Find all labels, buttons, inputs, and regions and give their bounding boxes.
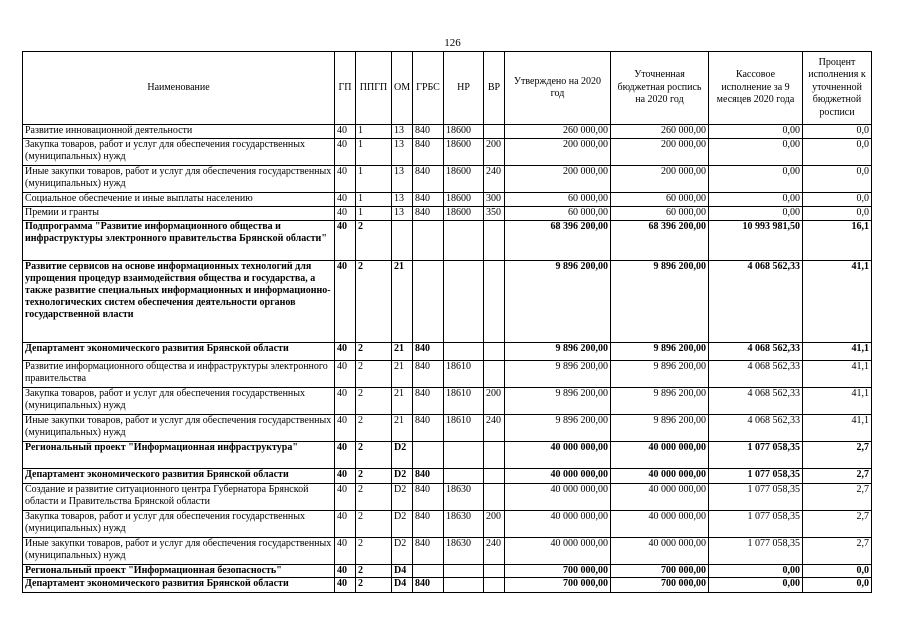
row-nr: 18610 bbox=[444, 361, 484, 388]
row-grbs: 840 bbox=[413, 538, 444, 565]
row-om bbox=[392, 221, 413, 261]
row-name: Премии и гранты bbox=[23, 207, 335, 221]
row-om: D2 bbox=[392, 484, 413, 511]
row-revised: 60 000,00 bbox=[611, 193, 709, 207]
row-name: Департамент экономического развития Брянской области bbox=[23, 343, 335, 361]
row-ppgp: 2 bbox=[356, 361, 392, 388]
row-nr bbox=[444, 221, 484, 261]
row-ppgp: 2 bbox=[356, 578, 392, 593]
row-approved: 68 396 200,00 bbox=[505, 221, 611, 261]
row-ppgp: 2 bbox=[356, 415, 392, 442]
header-percent: Процент исполнения к уточненной бюджетной росписи bbox=[803, 52, 872, 125]
row-om: D4 bbox=[392, 578, 413, 593]
row-vr: 240 bbox=[484, 166, 505, 193]
row-percent: 0,0 bbox=[803, 193, 872, 207]
header-om: ОМ bbox=[392, 52, 413, 125]
row-cash: 1 077 058,35 bbox=[709, 442, 803, 469]
row-nr: 18600 bbox=[444, 207, 484, 221]
row-vr bbox=[484, 578, 505, 593]
row-om: 21 bbox=[392, 415, 413, 442]
row-ppgp: 2 bbox=[356, 538, 392, 565]
row-om: 21 bbox=[392, 261, 413, 343]
row-approved: 200 000,00 bbox=[505, 166, 611, 193]
row-om: D2 bbox=[392, 442, 413, 469]
row-om: D2 bbox=[392, 469, 413, 484]
row-cash: 4 068 562,33 bbox=[709, 415, 803, 442]
table-row bbox=[23, 388, 872, 415]
row-percent: 0,0 bbox=[803, 166, 872, 193]
row-gp: 40 bbox=[335, 361, 356, 388]
row-revised: 40 000 000,00 bbox=[611, 469, 709, 484]
row-name: Подпрограмма "Развитие информационного общества и инфраструктуры электронного правительства Брянской области" bbox=[23, 221, 335, 261]
row-percent: 41,1 bbox=[803, 343, 872, 361]
row-cash: 1 077 058,35 bbox=[709, 511, 803, 538]
row-name: Закупка товаров, работ и услуг для обеспечения государственных (муниципальных) нужд bbox=[23, 511, 335, 538]
row-grbs: 840 bbox=[413, 125, 444, 139]
budget-execution-table bbox=[22, 51, 872, 593]
row-name: Региональный проект "Информационная инфраструктура" bbox=[23, 442, 335, 469]
row-percent: 41,1 bbox=[803, 415, 872, 442]
row-cash: 0,00 bbox=[709, 139, 803, 166]
row-approved: 9 896 200,00 bbox=[505, 415, 611, 442]
row-nr: 18600 bbox=[444, 166, 484, 193]
row-om: 21 bbox=[392, 388, 413, 415]
row-ppgp: 1 bbox=[356, 193, 392, 207]
row-grbs bbox=[413, 442, 444, 469]
row-grbs: 840 bbox=[413, 511, 444, 538]
row-approved: 200 000,00 bbox=[505, 139, 611, 166]
row-grbs: 840 bbox=[413, 469, 444, 484]
row-nr: 18600 bbox=[444, 139, 484, 166]
row-percent: 2,7 bbox=[803, 469, 872, 484]
table-row bbox=[23, 261, 872, 343]
row-ppgp: 2 bbox=[356, 565, 392, 578]
row-cash: 1 077 058,35 bbox=[709, 538, 803, 565]
header-nr: НР bbox=[444, 52, 484, 125]
row-cash: 0,00 bbox=[709, 166, 803, 193]
row-nr: 18600 bbox=[444, 125, 484, 139]
header-gp: ГП bbox=[335, 52, 356, 125]
row-percent: 0,0 bbox=[803, 565, 872, 578]
row-gp: 40 bbox=[335, 261, 356, 343]
row-grbs: 840 bbox=[413, 361, 444, 388]
row-nr: 18630 bbox=[444, 484, 484, 511]
table-row bbox=[23, 361, 872, 388]
row-vr bbox=[484, 484, 505, 511]
row-percent: 2,7 bbox=[803, 484, 872, 511]
row-revised: 40 000 000,00 bbox=[611, 442, 709, 469]
row-name: Создание и развитие ситуационного центра Губернатора Брянской области и Правительства Брянской области bbox=[23, 484, 335, 511]
row-ppgp: 1 bbox=[356, 166, 392, 193]
row-name: Иные закупки товаров, работ и услуг для обеспечения государственных (муниципальных) нужд bbox=[23, 166, 335, 193]
row-approved: 40 000 000,00 bbox=[505, 538, 611, 565]
row-cash: 4 068 562,33 bbox=[709, 343, 803, 361]
row-nr: 18610 bbox=[444, 415, 484, 442]
row-approved: 260 000,00 bbox=[505, 125, 611, 139]
row-percent: 41,1 bbox=[803, 361, 872, 388]
row-vr bbox=[484, 361, 505, 388]
header-approved: Утверждено на 2020 год bbox=[505, 52, 611, 125]
row-nr bbox=[444, 565, 484, 578]
row-gp: 40 bbox=[335, 565, 356, 578]
row-cash: 1 077 058,35 bbox=[709, 469, 803, 484]
row-ppgp: 1 bbox=[356, 207, 392, 221]
row-vr: 300 bbox=[484, 193, 505, 207]
row-gp: 40 bbox=[335, 442, 356, 469]
row-cash: 10 993 981,50 bbox=[709, 221, 803, 261]
row-grbs: 840 bbox=[413, 388, 444, 415]
row-grbs: 840 bbox=[413, 193, 444, 207]
row-nr: 18610 bbox=[444, 388, 484, 415]
row-revised: 700 000,00 bbox=[611, 565, 709, 578]
row-om: 13 bbox=[392, 193, 413, 207]
row-cash: 4 068 562,33 bbox=[709, 361, 803, 388]
row-revised: 200 000,00 bbox=[611, 166, 709, 193]
row-om: 13 bbox=[392, 139, 413, 166]
row-om: 13 bbox=[392, 125, 413, 139]
row-nr: 18600 bbox=[444, 193, 484, 207]
row-name: Иные закупки товаров, работ и услуг для обеспечения государственных (муниципальных) нужд bbox=[23, 415, 335, 442]
row-gp: 40 bbox=[335, 343, 356, 361]
row-grbs bbox=[413, 261, 444, 343]
row-vr bbox=[484, 221, 505, 261]
row-gp: 40 bbox=[335, 221, 356, 261]
row-approved: 60 000,00 bbox=[505, 193, 611, 207]
row-om: D2 bbox=[392, 511, 413, 538]
row-vr bbox=[484, 261, 505, 343]
row-om: D2 bbox=[392, 538, 413, 565]
header-revised: Уточненная бюджетная роспись на 2020 год bbox=[611, 52, 709, 125]
row-gp: 40 bbox=[335, 538, 356, 565]
row-approved: 9 896 200,00 bbox=[505, 261, 611, 343]
table-row bbox=[23, 469, 872, 484]
table-row bbox=[23, 207, 872, 221]
row-nr bbox=[444, 469, 484, 484]
row-ppgp: 2 bbox=[356, 388, 392, 415]
row-name: Иные закупки товаров, работ и услуг для обеспечения государственных (муниципальных) нужд bbox=[23, 538, 335, 565]
row-cash: 0,00 bbox=[709, 565, 803, 578]
table-row bbox=[23, 565, 872, 578]
row-revised: 9 896 200,00 bbox=[611, 361, 709, 388]
row-vr bbox=[484, 565, 505, 578]
row-om: 13 bbox=[392, 166, 413, 193]
row-name: Региональный проект "Информационная безопасность" bbox=[23, 565, 335, 578]
row-vr bbox=[484, 442, 505, 469]
header-name: Наименование bbox=[23, 52, 335, 125]
row-vr: 200 bbox=[484, 139, 505, 166]
row-name: Развитие инновационной деятельности bbox=[23, 125, 335, 139]
row-ppgp: 2 bbox=[356, 484, 392, 511]
row-name: Департамент экономического развития Брянской области bbox=[23, 469, 335, 484]
row-percent: 2,7 bbox=[803, 511, 872, 538]
row-vr bbox=[484, 125, 505, 139]
table-row bbox=[23, 221, 872, 261]
row-vr: 350 bbox=[484, 207, 505, 221]
row-name: Социальное обеспечение и иные выплаты населению bbox=[23, 193, 335, 207]
row-om: 21 bbox=[392, 361, 413, 388]
row-om: D4 bbox=[392, 565, 413, 578]
table-row bbox=[23, 343, 872, 361]
table-body bbox=[23, 125, 872, 593]
row-approved: 700 000,00 bbox=[505, 565, 611, 578]
row-gp: 40 bbox=[335, 166, 356, 193]
row-vr: 200 bbox=[484, 388, 505, 415]
row-vr: 240 bbox=[484, 538, 505, 565]
row-ppgp: 2 bbox=[356, 469, 392, 484]
row-revised: 9 896 200,00 bbox=[611, 261, 709, 343]
row-approved: 40 000 000,00 bbox=[505, 469, 611, 484]
row-gp: 40 bbox=[335, 484, 356, 511]
row-percent: 0,0 bbox=[803, 578, 872, 593]
row-name: Закупка товаров, работ и услуг для обеспечения государственных (муниципальных) нужд bbox=[23, 388, 335, 415]
row-nr: 18630 bbox=[444, 511, 484, 538]
row-percent: 2,7 bbox=[803, 442, 872, 469]
row-vr bbox=[484, 343, 505, 361]
row-cash: 0,00 bbox=[709, 578, 803, 593]
row-gp: 40 bbox=[335, 193, 356, 207]
row-gp: 40 bbox=[335, 207, 356, 221]
row-grbs: 840 bbox=[413, 207, 444, 221]
row-gp: 40 bbox=[335, 125, 356, 139]
row-grbs: 840 bbox=[413, 343, 444, 361]
row-nr bbox=[444, 343, 484, 361]
row-revised: 40 000 000,00 bbox=[611, 538, 709, 565]
row-percent: 0,0 bbox=[803, 139, 872, 166]
row-revised: 260 000,00 bbox=[611, 125, 709, 139]
row-name: Закупка товаров, работ и услуг для обеспечения государственных (муниципальных) нужд bbox=[23, 139, 335, 166]
row-revised: 9 896 200,00 bbox=[611, 388, 709, 415]
row-nr bbox=[444, 442, 484, 469]
row-revised: 40 000 000,00 bbox=[611, 511, 709, 538]
row-grbs: 840 bbox=[413, 415, 444, 442]
row-grbs: 840 bbox=[413, 139, 444, 166]
row-percent: 0,0 bbox=[803, 207, 872, 221]
row-ppgp: 2 bbox=[356, 442, 392, 469]
row-cash: 0,00 bbox=[709, 207, 803, 221]
row-percent: 2,7 bbox=[803, 538, 872, 565]
table-row bbox=[23, 125, 872, 139]
row-ppgp: 2 bbox=[356, 343, 392, 361]
row-vr: 200 bbox=[484, 511, 505, 538]
row-gp: 40 bbox=[335, 578, 356, 593]
row-approved: 9 896 200,00 bbox=[505, 343, 611, 361]
row-percent: 41,1 bbox=[803, 388, 872, 415]
table-header-row bbox=[23, 52, 872, 125]
row-revised: 9 896 200,00 bbox=[611, 343, 709, 361]
row-cash: 1 077 058,35 bbox=[709, 484, 803, 511]
row-gp: 40 bbox=[335, 415, 356, 442]
row-grbs: 840 bbox=[413, 578, 444, 593]
row-percent: 41,1 bbox=[803, 261, 872, 343]
row-revised: 68 396 200,00 bbox=[611, 221, 709, 261]
row-gp: 40 bbox=[335, 388, 356, 415]
row-ppgp: 2 bbox=[356, 511, 392, 538]
row-approved: 700 000,00 bbox=[505, 578, 611, 593]
row-om: 21 bbox=[392, 343, 413, 361]
row-approved: 40 000 000,00 bbox=[505, 484, 611, 511]
row-ppgp: 1 bbox=[356, 125, 392, 139]
row-percent: 0,0 bbox=[803, 125, 872, 139]
row-name: Развитие информационного общества и инфраструктуры электронного правительства bbox=[23, 361, 335, 388]
row-cash: 4 068 562,33 bbox=[709, 261, 803, 343]
row-nr bbox=[444, 261, 484, 343]
table-row bbox=[23, 442, 872, 469]
row-vr: 240 bbox=[484, 415, 505, 442]
table-row bbox=[23, 484, 872, 511]
row-grbs bbox=[413, 221, 444, 261]
table-row bbox=[23, 511, 872, 538]
row-percent: 16,1 bbox=[803, 221, 872, 261]
row-revised: 9 896 200,00 bbox=[611, 415, 709, 442]
row-approved: 9 896 200,00 bbox=[505, 361, 611, 388]
row-approved: 60 000,00 bbox=[505, 207, 611, 221]
row-nr: 18630 bbox=[444, 538, 484, 565]
header-grbs: ГРБС bbox=[413, 52, 444, 125]
row-gp: 40 bbox=[335, 511, 356, 538]
row-approved: 40 000 000,00 bbox=[505, 442, 611, 469]
row-gp: 40 bbox=[335, 139, 356, 166]
row-ppgp: 1 bbox=[356, 139, 392, 166]
row-grbs: 840 bbox=[413, 484, 444, 511]
row-grbs bbox=[413, 565, 444, 578]
row-cash: 0,00 bbox=[709, 125, 803, 139]
row-vr bbox=[484, 469, 505, 484]
table-row bbox=[23, 578, 872, 593]
table-row bbox=[23, 139, 872, 166]
row-name: Департамент экономического развития Брянской области bbox=[23, 578, 335, 593]
header-vr: ВР bbox=[484, 52, 505, 125]
header-cash: Кассовое исполнение за 9 месяцев 2020 года bbox=[709, 52, 803, 125]
row-ppgp: 2 bbox=[356, 261, 392, 343]
row-revised: 200 000,00 bbox=[611, 139, 709, 166]
row-revised: 60 000,00 bbox=[611, 207, 709, 221]
page-number: 126 bbox=[444, 37, 461, 49]
row-approved: 9 896 200,00 bbox=[505, 388, 611, 415]
table-row bbox=[23, 193, 872, 207]
row-gp: 40 bbox=[335, 469, 356, 484]
row-cash: 0,00 bbox=[709, 193, 803, 207]
row-revised: 40 000 000,00 bbox=[611, 484, 709, 511]
row-approved: 40 000 000,00 bbox=[505, 511, 611, 538]
row-name: Развитие сервисов на основе информационных технологий для упрощения процедур взаимодействия общества и государства, а также развитие специальных информационных и информационно-технологических систем обеспечения деятельности органов государственной власти bbox=[23, 261, 335, 343]
row-cash: 4 068 562,33 bbox=[709, 388, 803, 415]
table-row bbox=[23, 415, 872, 442]
row-om: 13 bbox=[392, 207, 413, 221]
row-grbs: 840 bbox=[413, 166, 444, 193]
table-row bbox=[23, 166, 872, 193]
row-ppgp: 2 bbox=[356, 221, 392, 261]
row-revised: 700 000,00 bbox=[611, 578, 709, 593]
row-nr bbox=[444, 578, 484, 593]
table-row bbox=[23, 538, 872, 565]
header-ppgp: ППГП bbox=[356, 52, 392, 125]
